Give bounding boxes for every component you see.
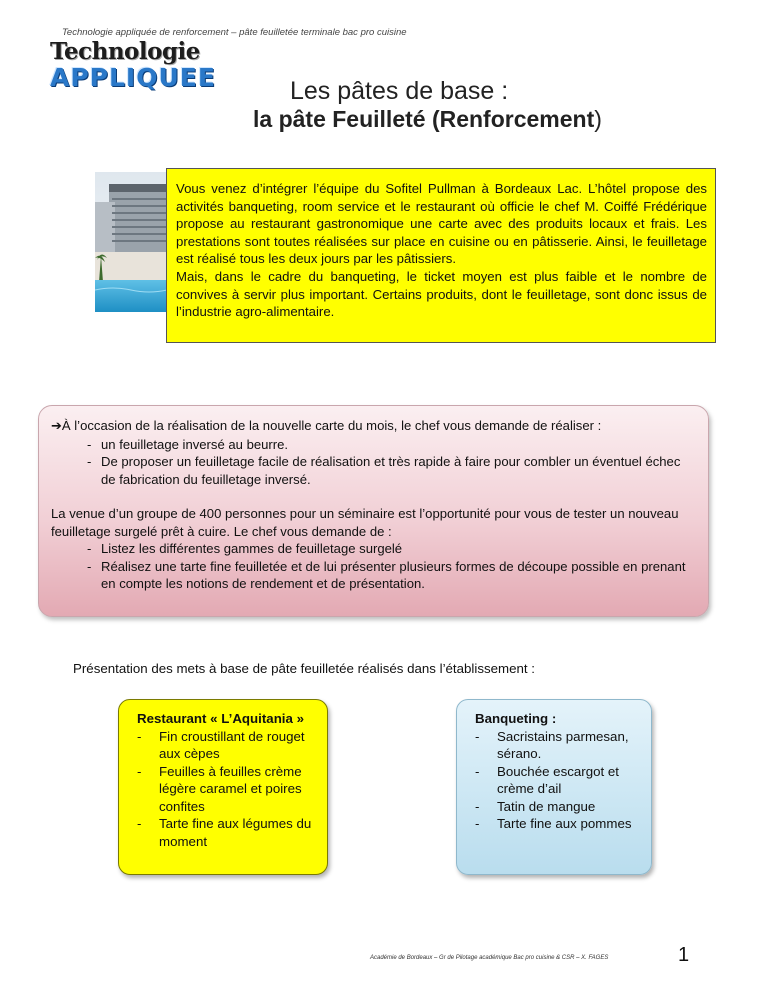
context-paragraph-1: Vous venez d’intégrer l’équipe du Sofitel Pullman à Bordeaux Lac. L’hôtel propose des activités banqueting, room service et le restaurant où officie le chef M. Coiffé Frédérique propose au restaurant gastronomique une carte avec des produits locaux et frais. Les prestations sont toutes réalisées sur place en cuisine ou en pâtisserie. Ainsi, le feuilletage est réalisé tous les deux jours par les pâtissiers. bbox=[176, 181, 707, 267]
list-item bbox=[51, 436, 694, 454]
list-item-text: Tatin de mangue bbox=[497, 798, 596, 814]
list-item-text: Bouchée escargot et crème d’ail bbox=[497, 763, 619, 796]
presentation-text: Présentation des mets à base de pâte feuilletée réalisés dans l’établissement : bbox=[73, 661, 535, 676]
footer-text: Académie de Bordeaux – Gr de Pilotage académique Bac pro cuisine & CSR – X. FAGES bbox=[370, 955, 609, 961]
list-dash: - bbox=[475, 728, 480, 744]
subtitle-bold: la pâte Feuilleté (Renforcement bbox=[253, 106, 595, 132]
list-item-text: Tarte fine aux légumes du moment bbox=[159, 816, 312, 849]
restaurant-menu-box bbox=[118, 699, 328, 875]
list-dash: - bbox=[475, 798, 480, 814]
list-item bbox=[475, 728, 641, 763]
list-item bbox=[51, 540, 694, 558]
list-item bbox=[475, 798, 641, 816]
task-paragraph-2: La venue d’un groupe de 400 personnes pour un séminaire est l’opportunité pour vous de tester un nouveau feuilletage surgelé prêt à cuire. Le chef vous demande de : bbox=[51, 506, 679, 539]
list-item-text: Feuilles à feuilles crème légère caramel et poires confites bbox=[159, 763, 302, 814]
list-dash: - bbox=[137, 816, 142, 831]
task-intro bbox=[51, 417, 694, 436]
list-item-text: Tarte fine aux pommes bbox=[497, 816, 632, 831]
list-dash: - bbox=[475, 816, 480, 831]
logo-line-1: Technologie bbox=[50, 38, 200, 65]
hotel-photo bbox=[95, 172, 167, 312]
page-number: 1 bbox=[678, 944, 690, 966]
running-header: Technologie appliquée de renforcement – pâte feuilletée terminale bac pro cuisine bbox=[62, 27, 407, 38]
page-title: Les pâtes de base : bbox=[290, 77, 509, 105]
list-item-text: Réalisez une tarte fine feuilletée et de lui présenter plusieurs formes de découpe possible en prenant en compte les notions de rendement et de présentation. bbox=[101, 558, 686, 591]
list-item-text: De proposer un feuilletage facile de réalisation et très rapide à faire pour combler un éventuel échec de fabrication du feuilletage inversé. bbox=[101, 454, 681, 487]
arrow-right-icon: ➔ bbox=[51, 419, 62, 434]
logo-line-2: APPLIQUEE bbox=[50, 63, 216, 92]
restaurant-title: Restaurant « L’Aquitania » bbox=[137, 711, 304, 726]
list-item-text: un feuilletage inversé au beurre. bbox=[101, 436, 289, 452]
list-item-text: Listez les différentes gammes de feuilletage surgelé bbox=[101, 541, 403, 556]
list-item bbox=[475, 763, 641, 798]
banqueting-title: Banqueting : bbox=[475, 711, 557, 726]
banqueting-menu-box bbox=[456, 699, 652, 875]
list-item-text: Fin croustillant de rouget aux cèpes bbox=[159, 728, 305, 761]
page-subtitle bbox=[253, 106, 602, 133]
list-item bbox=[51, 453, 694, 488]
subtitle-paren: ) bbox=[594, 106, 602, 132]
task-intro-text: À l’occasion de la réalisation de la nouvelle carte du mois, le chef vous demande de réaliser : bbox=[61, 418, 602, 433]
list-dash: - bbox=[137, 763, 142, 779]
list-item bbox=[137, 815, 317, 850]
list-item bbox=[137, 728, 317, 763]
list-item bbox=[51, 558, 694, 593]
list-item bbox=[137, 763, 317, 816]
context-paragraph-2: Mais, dans le cadre du banqueting, le ticket moyen est plus faible et le nombre de convives à servir plus important. Certains produits, dont le feuilletage, sont donc issus de l’industrie agro-alimentaire. bbox=[176, 268, 707, 320]
list-dash: - bbox=[137, 728, 142, 744]
list-dash: - bbox=[87, 558, 92, 574]
list-item bbox=[475, 815, 641, 833]
list-dash: - bbox=[475, 763, 480, 779]
list-dash: - bbox=[87, 436, 92, 452]
task-box bbox=[38, 405, 709, 617]
technologie-appliquee-logo bbox=[50, 40, 220, 96]
context-box bbox=[166, 168, 716, 343]
list-item-text: Sacristains parmesan, sérano. bbox=[497, 728, 629, 761]
list-dash: - bbox=[87, 454, 92, 469]
list-dash: - bbox=[87, 541, 92, 556]
